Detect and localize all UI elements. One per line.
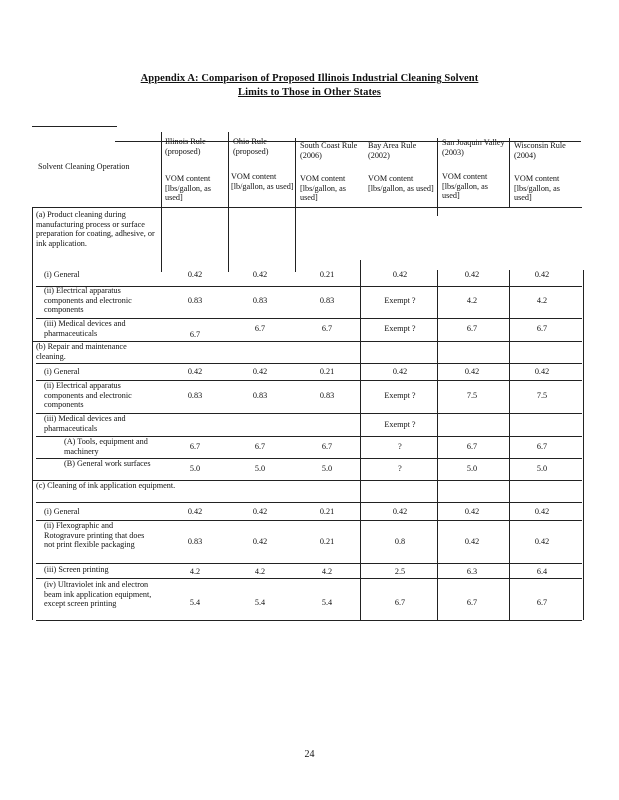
row-c-i-label: (i) General bbox=[44, 507, 80, 516]
row-b-iii-b-v3: 5.0 bbox=[321, 464, 333, 473]
row-c-ii-label: (ii) Flexographic and Rotogravure printing that does not print flexible packaging bbox=[44, 521, 145, 550]
row-a-iii-v1: 6.7 bbox=[189, 330, 201, 339]
rule bbox=[36, 620, 582, 621]
rule bbox=[295, 138, 296, 272]
rule bbox=[32, 126, 117, 127]
section-a-label: (a) Product cleaning during manufacturing process or surface preparation for coating, adhesive, or ink application. bbox=[36, 210, 155, 248]
row-b-ii-label: (ii) Electrical apparatus components and electronic components bbox=[44, 381, 132, 410]
row-a-iii-label: (iii) Medical devices and pharmaceuticals bbox=[44, 319, 126, 338]
row-c-i-v6: 0.42 bbox=[534, 507, 550, 516]
rule bbox=[360, 260, 361, 620]
col2-unit: VOM content [lb/gallon, as used] bbox=[231, 172, 294, 191]
row-b-iii-b-v4: ? bbox=[398, 464, 402, 473]
row-c-iii-v5: 6.3 bbox=[466, 567, 478, 576]
row-b-i-v6: 0.42 bbox=[534, 367, 550, 376]
row-c-ii-v5: 0.42 bbox=[464, 537, 480, 546]
operation-header: Solvent Cleaning Operation bbox=[38, 162, 130, 171]
row-a-ii-v1: 0.83 bbox=[187, 296, 203, 305]
row-c-ii-v4: 0.8 bbox=[394, 537, 406, 546]
col3-name: South Coast Rule (2006) bbox=[300, 141, 358, 160]
row-b-iii-a-v4: ? bbox=[398, 442, 402, 451]
col4-name: Bay Area Rule (2002) bbox=[368, 141, 417, 160]
row-b-ii-v5: 7.5 bbox=[466, 391, 478, 400]
row-b-ii-v1: 0.83 bbox=[187, 391, 203, 400]
rule bbox=[32, 207, 582, 208]
row-b-iii-v4: Exempt ? bbox=[384, 420, 416, 429]
rule bbox=[509, 270, 510, 620]
row-b-i-v2: 0.42 bbox=[252, 367, 268, 376]
row-a-ii-label: (ii) Electrical apparatus components and electronic components bbox=[44, 286, 132, 315]
row-a-i-v5: 0.42 bbox=[464, 270, 480, 279]
row-a-ii-v3: 0.83 bbox=[319, 296, 335, 305]
row-a-iii-v2: 6.7 bbox=[254, 324, 266, 333]
row-b-i-v5: 0.42 bbox=[464, 367, 480, 376]
row-c-ii-v2: 0.42 bbox=[252, 537, 268, 546]
rule bbox=[32, 207, 33, 620]
row-a-iii-v6: 6.7 bbox=[536, 324, 548, 333]
section-c-label: (c) Cleaning of ink application equipment. bbox=[36, 481, 176, 490]
row-b-i-v1: 0.42 bbox=[187, 367, 203, 376]
rule bbox=[583, 270, 584, 620]
row-b-iii-a-v1: 6.7 bbox=[189, 442, 201, 451]
row-b-ii-v2: 0.83 bbox=[252, 391, 268, 400]
row-a-i-v2: 0.42 bbox=[252, 270, 268, 279]
row-b-iii-a-label: (A) Tools, equipment and machinery bbox=[64, 437, 148, 456]
col6-unit: VOM content [lbs/gallon, as used] bbox=[514, 174, 560, 203]
row-c-iii-v1: 4.2 bbox=[189, 567, 201, 576]
row-c-iv-v3: 5.4 bbox=[321, 598, 333, 607]
title-line-1: Appendix A: Comparison of Proposed Illinois Industrial Cleaning Solvent bbox=[140, 73, 479, 84]
rule bbox=[36, 502, 582, 503]
row-c-iv-v4: 6.7 bbox=[394, 598, 406, 607]
row-b-ii-v6: 7.5 bbox=[536, 391, 548, 400]
row-c-iv-v2: 5.4 bbox=[254, 598, 266, 607]
row-c-iii-label: (iii) Screen printing bbox=[44, 565, 109, 574]
row-a-i-v1: 0.42 bbox=[187, 270, 203, 279]
row-a-i-v6: 0.42 bbox=[534, 270, 550, 279]
row-a-ii-v4: Exempt ? bbox=[384, 296, 416, 305]
col5-unit: VOM content [lbs/gallon, as used] bbox=[442, 172, 488, 201]
rule bbox=[36, 363, 582, 364]
row-c-ii-v6: 0.42 bbox=[534, 537, 550, 546]
row-c-ii-v3: 0.21 bbox=[319, 537, 335, 546]
title-line-2: Limits to Those in Other States bbox=[237, 87, 381, 98]
row-a-iii-v3: 6.7 bbox=[321, 324, 333, 333]
row-a-ii-v6: 4.2 bbox=[536, 296, 548, 305]
col5-name: San Joaquin Valley (2003) bbox=[442, 138, 505, 157]
row-b-iii-b-v6: 5.0 bbox=[536, 464, 548, 473]
rule bbox=[437, 138, 438, 216]
row-c-iii-v4: 2.5 bbox=[394, 567, 406, 576]
row-b-iii-b-label: (B) General work surfaces bbox=[64, 459, 151, 468]
row-b-iii-b-v2: 5.0 bbox=[254, 464, 266, 473]
row-a-iii-v5: 6.7 bbox=[466, 324, 478, 333]
rule bbox=[36, 563, 582, 564]
row-a-ii-v5: 4.2 bbox=[466, 296, 478, 305]
row-a-i-label: (i) General bbox=[44, 270, 80, 279]
rule bbox=[36, 578, 582, 579]
row-b-i-v4: 0.42 bbox=[392, 367, 408, 376]
row-a-ii-v2: 0.83 bbox=[252, 296, 268, 305]
row-c-iv-v1: 5.4 bbox=[189, 598, 201, 607]
row-b-iii-a-v3: 6.7 bbox=[321, 442, 333, 451]
col6-name: Wisconsin Rule (2004) bbox=[514, 141, 566, 160]
row-b-ii-v3: 0.83 bbox=[319, 391, 335, 400]
col4-unit: VOM content [lbs/gallon, as used] bbox=[368, 174, 434, 193]
row-a-i-v3: 0.21 bbox=[319, 270, 335, 279]
row-b-iii-label: (iii) Medical devices and pharmaceuticals bbox=[44, 414, 126, 433]
row-a-iii-v4: Exempt ? bbox=[384, 324, 416, 333]
row-b-iii-b-v5: 5.0 bbox=[466, 464, 478, 473]
row-c-iii-v6: 6.4 bbox=[536, 567, 548, 576]
row-c-iv-v6: 6.7 bbox=[536, 598, 548, 607]
row-c-iv-label: (iv) Ultraviolet ink and electron beam ink application equipment, except screen printing bbox=[44, 580, 152, 609]
rule bbox=[509, 138, 510, 208]
section-b-label: (b) Repair and maintenance cleaning. bbox=[36, 342, 127, 361]
row-c-i-v3: 0.21 bbox=[319, 507, 335, 516]
row-c-iii-v3: 4.2 bbox=[321, 567, 333, 576]
row-c-iii-v2: 4.2 bbox=[254, 567, 266, 576]
row-c-ii-v1: 0.83 bbox=[187, 537, 203, 546]
row-b-ii-v4: Exempt ? bbox=[384, 391, 416, 400]
row-c-i-v5: 0.42 bbox=[464, 507, 480, 516]
row-c-iv-v5: 6.7 bbox=[466, 598, 478, 607]
row-c-i-v4: 0.42 bbox=[392, 507, 408, 516]
col1-name: Illinois Rule (proposed) bbox=[165, 137, 206, 156]
row-c-i-v1: 0.42 bbox=[187, 507, 203, 516]
row-b-iii-a-v5: 6.7 bbox=[466, 442, 478, 451]
col1-unit: VOM content [lbs/gallon, as used] bbox=[165, 174, 211, 203]
row-b-iii-a-v6: 6.7 bbox=[536, 442, 548, 451]
col3-unit: VOM content [lbs/gallon, as used] bbox=[300, 174, 346, 203]
row-b-iii-a-v2: 6.7 bbox=[254, 442, 266, 451]
rule bbox=[437, 270, 438, 620]
row-b-i-v3: 0.21 bbox=[319, 367, 335, 376]
rule bbox=[161, 132, 162, 272]
col2-name: Ohio Rule (proposed) bbox=[233, 137, 269, 156]
page-number: 24 bbox=[304, 749, 315, 760]
row-c-i-v2: 0.42 bbox=[252, 507, 268, 516]
row-b-iii-b-v1: 5.0 bbox=[189, 464, 201, 473]
rule bbox=[228, 132, 229, 272]
row-a-i-v4: 0.42 bbox=[392, 270, 408, 279]
row-b-i-label: (i) General bbox=[44, 367, 80, 376]
